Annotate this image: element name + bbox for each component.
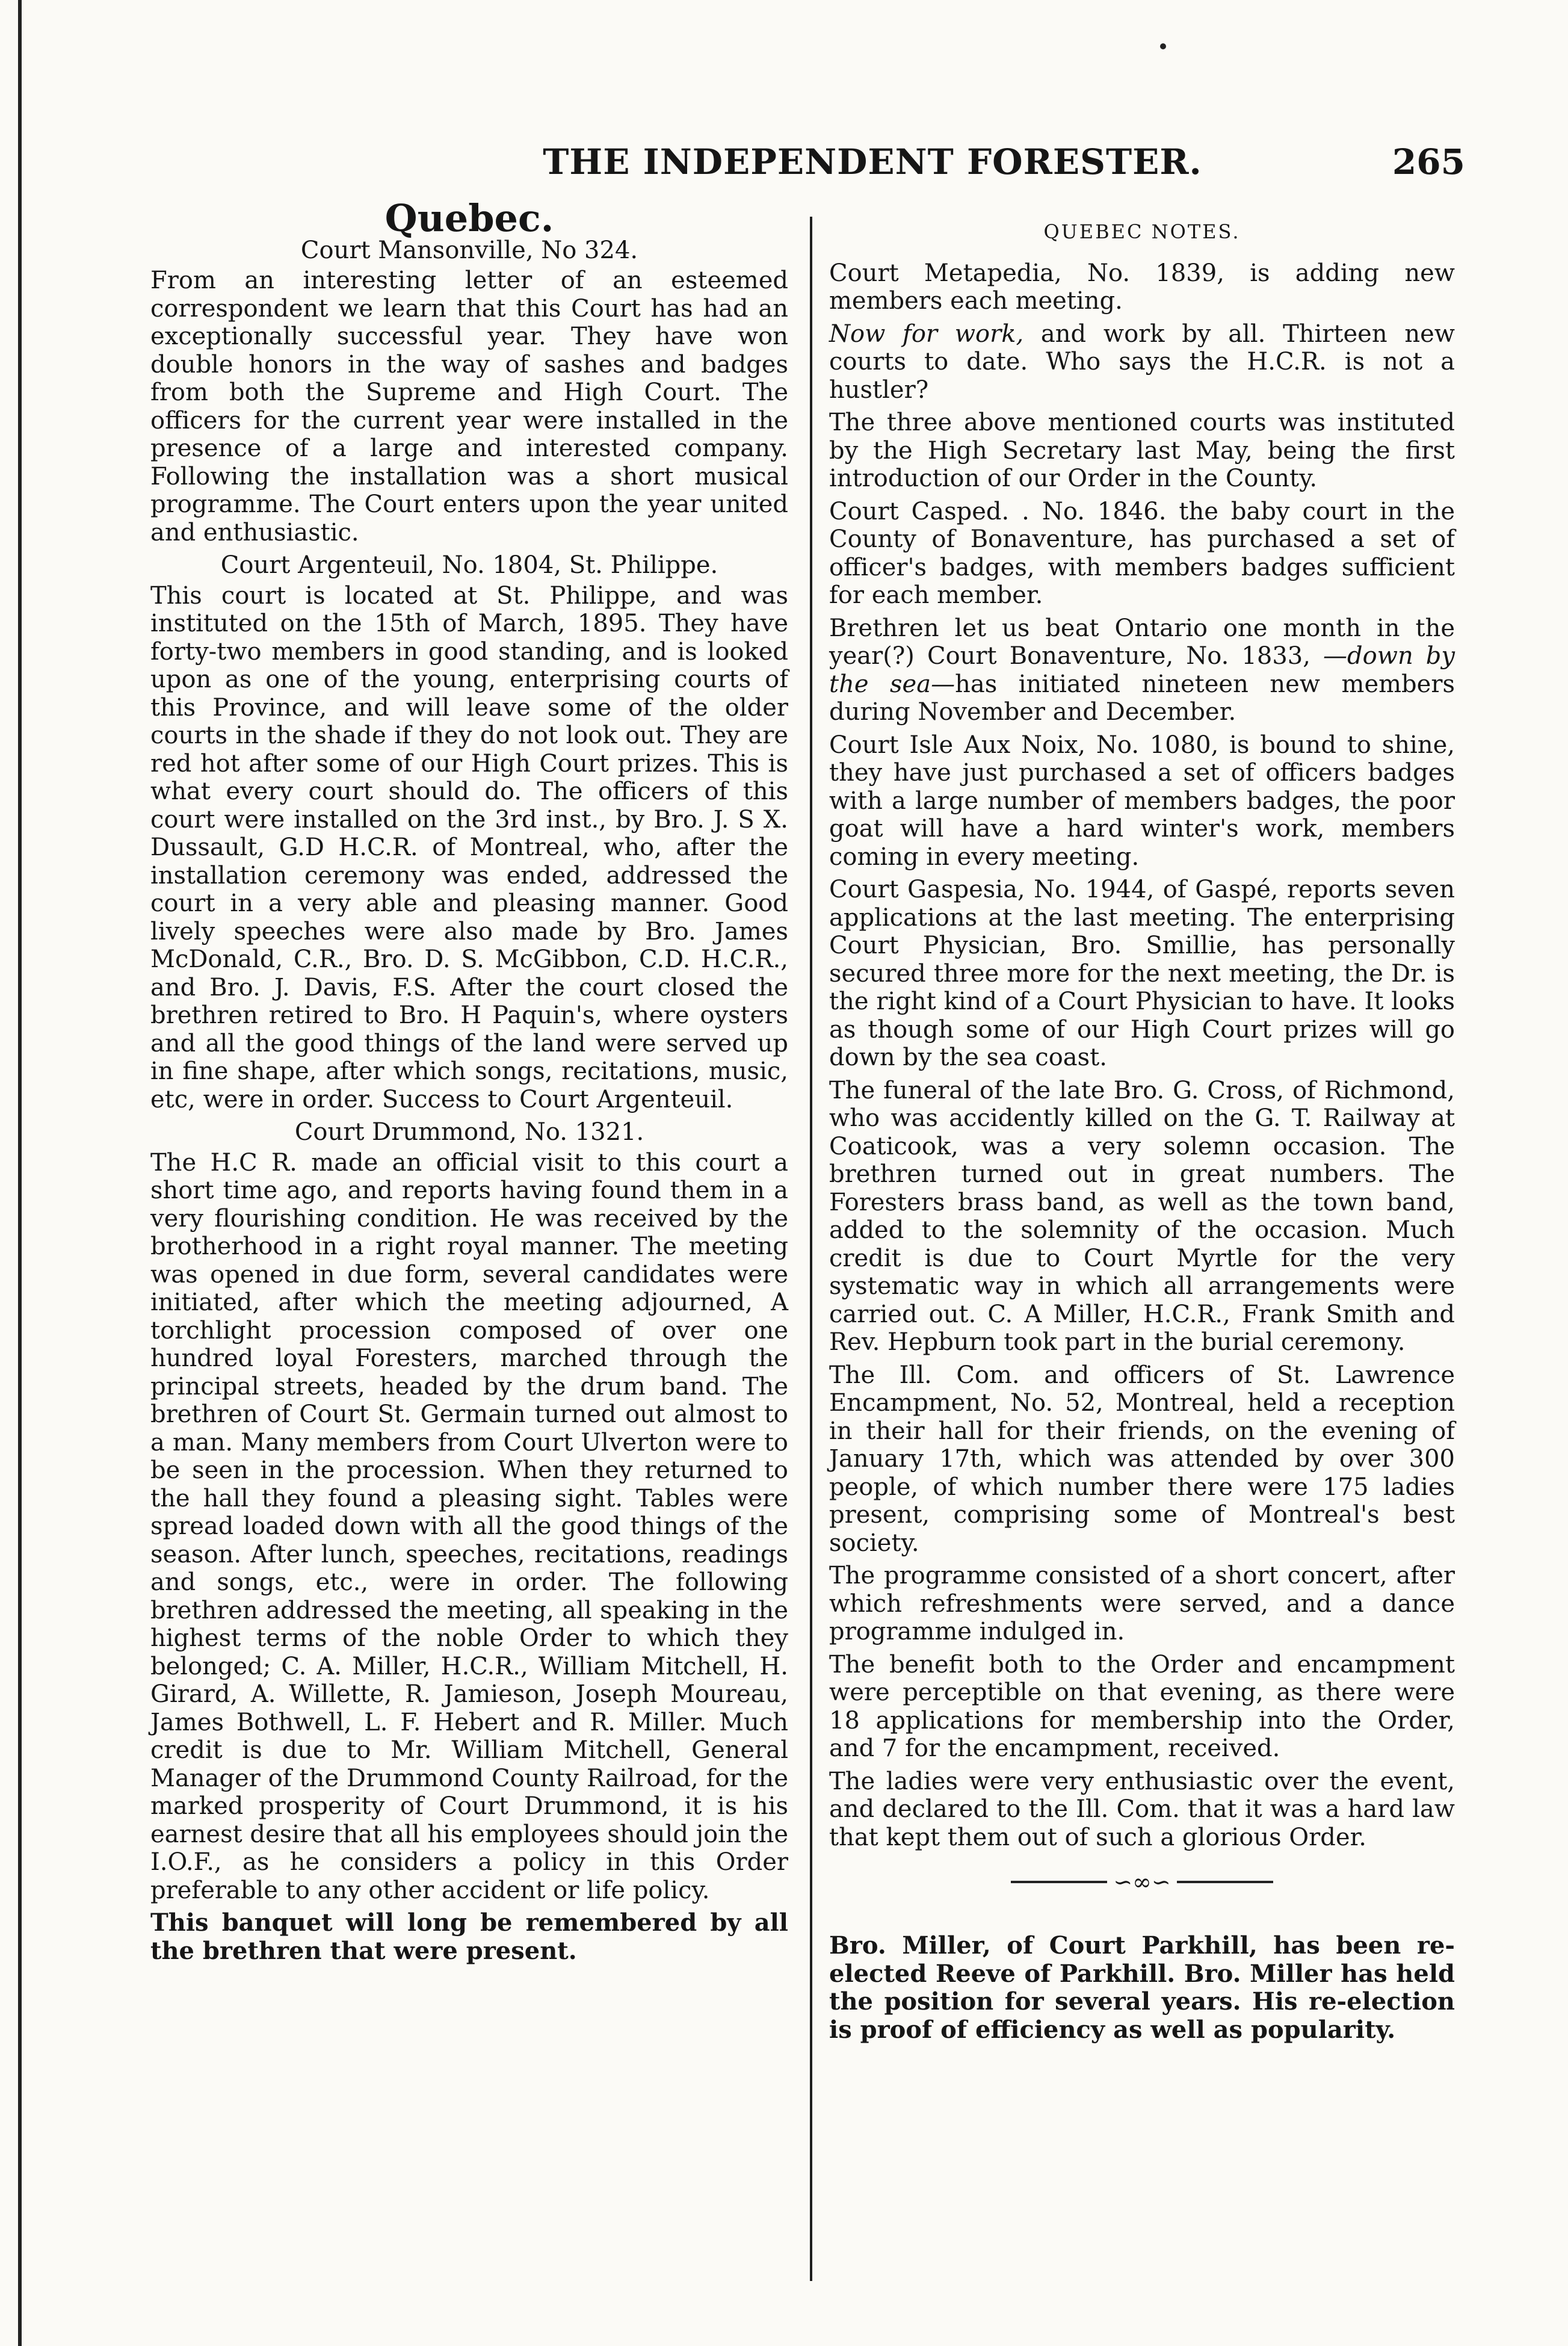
note-paragraph: The three above mentioned courts was instituted by the High Secretary last May, being the first introduction of our Order in the County. <box>829 409 1455 492</box>
article-paragraph: This court is located at St. Philippe, and was instituted on the 15th of March, 1895. They have forty-two members in good standing, and is looked upon as one of the young, enterprising courts of this Province, and will leave some of the older courts in the shade if they do not look out. They are red hot after some of our High Court prizes. This is what every court should do. The officers of this court were installed on the 3rd inst., by Bro. J. S X. Dussault, G.D H.C.R. of Montreal, who, after the installation ceremony was ended, addressed the court in a very able and pleasing manner. Good lively speeches were also made by Bro. James McDonald, C.R., Bro. D. S. McGibbon, C.D. H.C.R., and Bro. J. Davis, F.S. After the court closed the brethren retired to Bro. H Paquin's, where oysters and all the good things of the land were served up in fine shape, after which songs, recitations, music, etc, were in order. Success to Court Argenteuil. <box>150 581 788 1113</box>
closing-note: Bro. Miller, of Court Parkhill, has been re-elected Reeve of Parkhill. Bro. Miller has held the position for several years. His re-election is proof of efficiency as well as popularity. <box>829 1931 1455 2044</box>
divider-line <box>1011 1881 1107 1883</box>
note-paragraph <box>829 614 1455 726</box>
page-number: 265 <box>1392 141 1465 182</box>
divider-line <box>1177 1881 1273 1883</box>
note-paragraph: The benefit both to the Order and encampment were perceptible on that evening, as there were 18 applications for membership into the Order, and 7 for the encampment, received. <box>829 1650 1455 1762</box>
note-paragraph: Court Casped. . No. 1846. the baby court in the County of Bonaventure, has purchased a set of officer's badges, with members badges sufficient for each member. <box>829 497 1455 609</box>
article-paragraph: This banquet will long be remembered by all the brethren that were present. <box>150 1908 788 1965</box>
note-emphasis: —down by the sea— <box>829 642 1455 698</box>
note-paragraph: The Ill. Com. and officers of St. Lawrence Encampment, No. 52, Montreal, held a reception in their hall for their friends, on the evening of January 17th, which was attended by over 300 people, of which number there were 175 ladies present, comprising some of Montreal's best society. <box>829 1361 1455 1557</box>
court-heading: Court Mansonville, No 324. <box>300 236 638 264</box>
article-paragraph: From an interesting letter of an esteemed correspondent we learn that this Court has had an exceptionally successful year. They have won double honors in the way of sashes and badges from both the Supreme and High Court. The officers for the current year were installed in the presence of a large and interested company. Following the installation was a short musical programme. The Court enters upon the year united and enthusiastic. <box>150 267 788 546</box>
article-paragraph: The H.C R. made an official visit to this court a short time ago, and reports having found them in a very flourishing condition. He was received by the brotherhood in a right royal manner. The meeting was opened in due form, several candidates were initiated, after which the meeting adjourned, A torchlight procession composed of over one hundred loyal Foresters, marched through the principal streets, headed by the drum band. The brethren of Court St. Germain turned out almost to a man. Many members from Court Ulverton were to be seen in the procession. When they returned to the hall they found a pleasing sight. Tables were spread loaded down with all the good things of the season. After lunch, speeches, recitations, readings and songs, etc., were in order. The following brethren addressed the meeting, all speaking in the highest terms of the noble Order to which they belonged; C. A. Miller, H.C.R., William Mitchell, H. Girard, A. Willette, R. Jamieson, Joseph Moureau, James Bothwell, L. F. Hebert and R. Miller. Much credit is due to Mr. William Mitchell, General Manager of the Drummond County Railroad, for the marked prosperity of Court Drummond, it is his earnest desire that all his employees should join the I.O.F., as he considers a policy in this Order preferable to any other accident or life policy. <box>150 1148 788 1904</box>
notes-heading: QUEBEC NOTES. <box>1043 220 1241 243</box>
note-paragraph <box>829 320 1455 404</box>
note-paragraph: The ladies were very enthusiastic over the event, and declared to the Ill. Com. that it was a hard law that kept them out of such a glorious Order. <box>829 1767 1455 1851</box>
column-divider <box>810 217 812 2281</box>
note-text: Brethren let us beat Ontario one month in the year(?) Court Bonaventure, No. 1833, <box>829 614 1455 670</box>
ornamental-divider <box>829 1867 1455 1896</box>
running-title: THE INDEPENDENT FORESTER. <box>543 141 1202 182</box>
note-text: has initiated nineteen new members during November and December. <box>829 670 1455 726</box>
court-heading: Court Argenteuil, No. 1804, St. Philippe. <box>220 551 718 579</box>
note-paragraph: The programme consisted of a short concert, after which refreshments were served, and a dance programme indulged in. <box>829 1562 1455 1645</box>
left-column <box>150 196 788 1970</box>
note-paragraph: Court Gaspesia, No. 1944, of Gaspé, reports seven applications at the last meeting. The enterprising Court Physician, Bro. Smillie, has personally secured three more for the next meeting, the Dr. is the right kind of a Court Physician to have. It looks as though some of our High Court prizes will go down by the sea coast. <box>829 876 1455 1071</box>
right-column <box>829 205 1455 2049</box>
page-header <box>241 141 1465 196</box>
page-edge-rule <box>18 0 22 2346</box>
court-heading: Court Drummond, No. 1321. <box>294 1118 644 1146</box>
note-emphasis: Now for work, <box>829 320 1024 348</box>
divider-ornament: ∽∞∽ <box>1113 1868 1171 1895</box>
note-paragraph: Court Metapedia, No. 1839, is adding new members each meeting. <box>829 259 1455 315</box>
note-text: and work by all. Thirteen new courts to date. Who says the H.C.R. is not a hustler? <box>829 320 1455 404</box>
print-speck <box>1160 43 1166 49</box>
note-paragraph: The funeral of the late Bro. G. Cross, of Richmond, who was accidently killed on the G. T. Railway at Coaticook, was a very solemn occasion. The brethren turned out in great numbers. The Foresters brass band, as well as the town band, added to the solemnity of the occasion. Much credit is due to Court Myrtle for the very systematic way in which all arrangements were carried out. C. A Miller, H.C.R., Frank Smith and Rev. Hepburn took part in the burial ceremony. <box>829 1076 1455 1356</box>
note-paragraph: Court Isle Aux Noix, No. 1080, is bound to shine, they have just purchased a set of officers badges with a large number of members badges, the poor goat will have a hard winter's work, members coming in every meeting. <box>829 731 1455 871</box>
section-title: Quebec. <box>384 196 554 240</box>
